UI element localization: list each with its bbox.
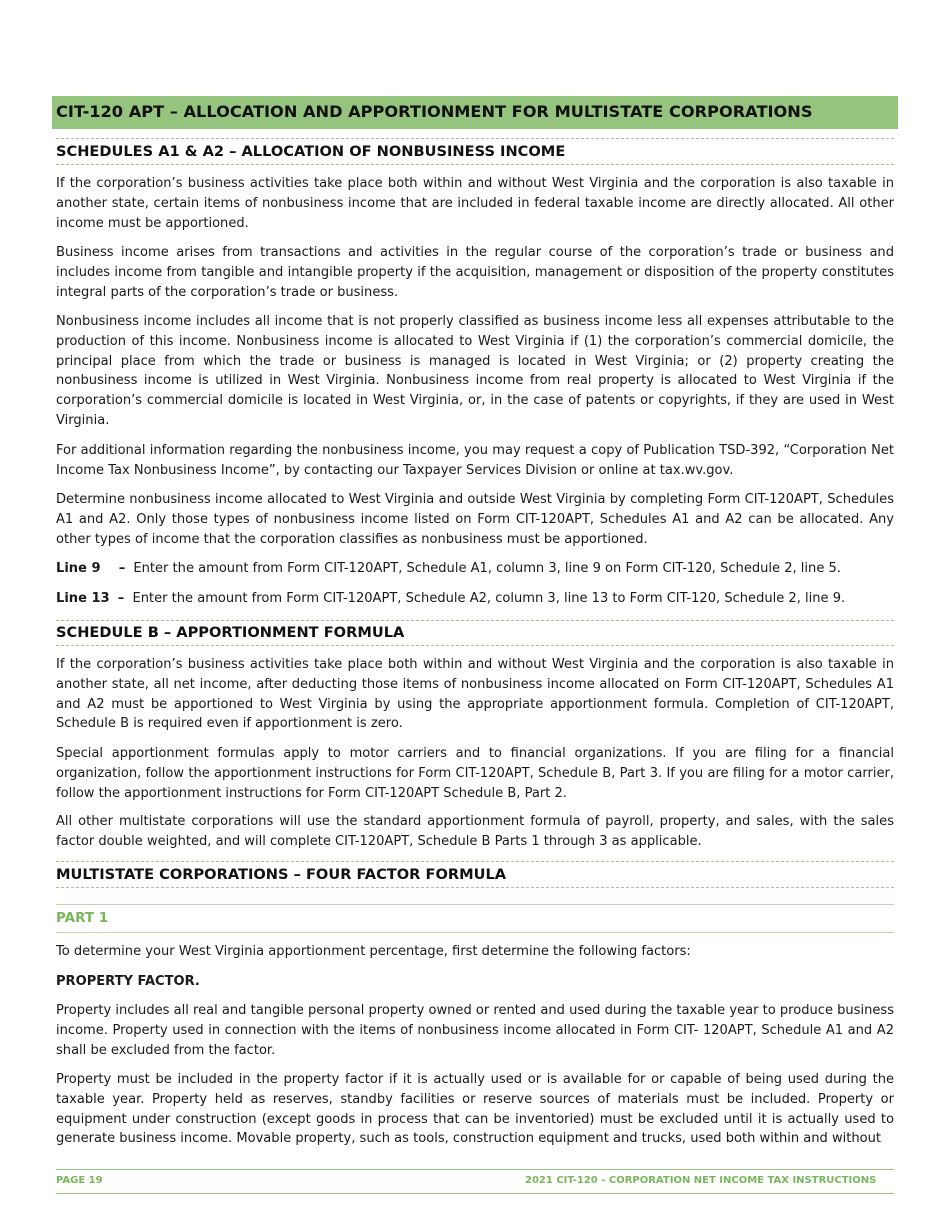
property-factor-heading: PROPERTY FACTOR. [56,974,200,989]
footer-rule [56,1193,894,1194]
divider [56,887,894,888]
divider [56,164,894,165]
line-13-text: Enter the amount from Form CIT-120APT, Schedule A2, column 3, line 13 to Form CIT-120, Schedule 2, line 9. [132,591,846,606]
line-9-instruction [56,559,894,579]
paragraph: Business income arises from transactions and activities in the regular course of the corporation’s trade or business and includes income from tangible and intangible property if the acquisition, management or disposition of the property constitutes integral parts of the corporation’s trade or business. [56,245,894,300]
page-title: CIT-120 APT – ALLOCATION AND APPORTIONMENT FOR MULTISTATE CORPORATIONS [52,96,898,129]
paragraph: Nonbusiness income includes all income that is not properly classified as business income less all expenses attributable to the production of this income. Nonbusiness income is allocated to West Virginia if (1) the corporation’s commercial domicile, the principal place from which the trade or business is managed is located in West Virginia; or (2) property creating the nonbusiness income is utilized in West Virginia. Nonbusiness income from real property is allocated to West Virginia if the corporation’s commercial domicile is located in West Virginia, or, in the case of patents or copyrights, if they are used in West Virginia. [56,314,894,428]
part-label: PART 1 [56,910,109,926]
line-13-label: Line 13 [56,591,110,606]
line-13-instruction [56,589,894,609]
paragraph: Determine nonbusiness income allocated to West Virginia and outside West Virginia by completing Form CIT-120APT, Schedules A1 and A2. Only those types of nonbusiness income listed on Form CIT-120APT, Schedules A1 and A2 can be allocated. Any other types of income that the corporation classifies as nonbusiness must be apportioned. [56,492,894,547]
intro-text: To determine your West Virginia apportionment percentage, first determine the following factors: [56,944,691,959]
divider [56,904,894,905]
line-9-text: Enter the amount from Form CIT-120APT, Schedule A1, column 3, line 9 on Form CIT-120, Schedule 2, line 5. [133,561,841,576]
line-9-label: Line 9 [56,561,101,576]
paragraph: If the corporation’s business activities take place both within and without West Virginia and the corporation is also taxable in another state, all net income, after deducting those items of nonbusiness income allocated on Form CIT-120APT, Schedules A1 and A2 must be apportioned to West Virginia by using the appropriate apportionment formula. Completion of CIT-120APT, Schedule B is required even if apportionment is zero. [56,657,894,732]
divider [56,645,894,646]
paragraph: If the corporation’s business activities take place both within and without West Virginia and the corporation is also taxable in another state, certain items of nonbusiness income that are included in federal taxable income are directly allocated. All other income must be apportioned. [56,176,894,231]
divider [56,138,894,139]
line-13-dash: – [117,591,125,606]
divider [56,861,894,862]
paragraph: All other multistate corporations will use the standard apportionment formula of payroll, property, and sales, with the sales factor double weighted, and will complete CIT-120APT, Schedule B Parts 1 through 3 as applicable. [56,814,894,849]
footer-document-title: 2021 CIT-120 - CORPORATION NET INCOME TAX INSTRUCTIONS [525,1175,877,1186]
section-heading-schedule-b: SCHEDULE B – APPORTIONMENT FORMULA [56,624,405,641]
divider [56,620,894,621]
section-heading-four-factor: MULTISTATE CORPORATIONS – FOUR FACTOR FORMULA [56,866,507,883]
line-9-dash: – [118,561,126,576]
paragraph: For additional information regarding the nonbusiness income, you may request a copy of Publication TSD-392, “Corporation Net Income Tax Nonbusiness Income”, by contacting our Taxpayer Services Division or online at tax.wv.gov. [56,443,894,478]
paragraph: Property includes all real and tangible personal property owned or rented and used during the taxable year to produce business income. Property used in connection with the items of nonbusiness income allocated in Form CIT- 120APT, Schedule A1 and A2 shall be excluded from the factor. [56,1003,894,1058]
divider [56,932,894,933]
section-heading-schedules-a1-a2: SCHEDULES A1 & A2 – ALLOCATION OF NONBUSINESS INCOME [56,143,566,160]
page-number: PAGE 19 [56,1175,103,1186]
paragraph: Special apportionment formulas apply to motor carriers and to financial organizations. If you are filing for a financial organization, follow the apportionment instructions for Form CIT-120APT, Schedule B, Part 3. If you are filing for a motor carrier, follow the apportionment instructions for Form CIT-120APT Schedule B, Part 2. [56,746,894,801]
footer-rule [56,1169,894,1170]
paragraph: Property must be included in the property factor if it is actually used or is available for or capable of being used during the taxable year. Property held as reserves, standby facilities or reserve sources of materials must be included. Property or equipment under construction (except goods in process that can be inventoried) must be excluded until it is actually used to generate business income. Movable property, such as tools, construction equipment and trucks, used both within and without [56,1072,894,1147]
